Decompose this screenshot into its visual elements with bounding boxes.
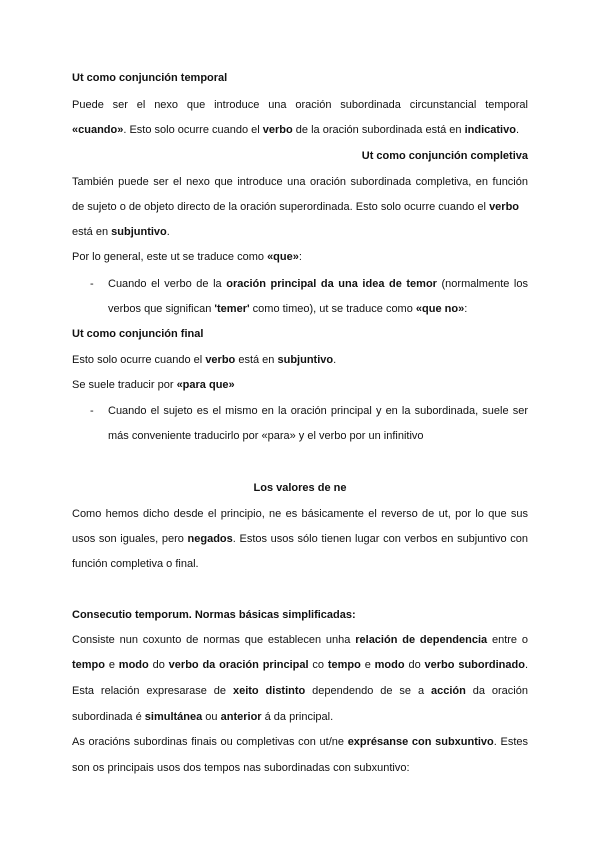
completiva-bullet-line-1: Cuando el verbo de la oración principal da una idea de temor (normalmente los <box>108 278 528 290</box>
final-bullet-line-1: Cuando el sujeto es el mismo en la oración principal y en la subordinada, suele ser <box>108 405 528 417</box>
ne-line-3: función completiva o final. <box>72 558 199 570</box>
consecutio-line-5: As oracións subordinas finais ou completivas con ut/ne exprésanse con subxuntivo. Estes <box>72 736 529 748</box>
temporal-line-2: «cuando». Esto solo ocurre cuando el verbo de la oración subordinada está en indicativo. <box>72 124 519 136</box>
bullet-dash: - <box>90 278 94 290</box>
consecutio-line-2: tempo e modo do verbo da oración principal co tempo e modo do verbo subordinado. <box>72 659 528 671</box>
final-bullet-line-2: más conveniente traducirlo por «para» y el verbo por un infinitivo <box>108 430 424 442</box>
bullet-dash: - <box>90 405 94 417</box>
consecutio-line-3: Esta relación expresarase de xeito distinto dependendo de se a acción da oración <box>72 685 528 697</box>
completiva-line-1: También puede ser el nexo que introduce una oración subordinada completiva, en función <box>72 176 528 188</box>
completiva-line-3: está en subjuntivo. <box>72 226 170 238</box>
completiva-bullet-line-2: verbos que significan 'temer' como timeo), ut se traduce como «que no»: <box>108 303 468 315</box>
ne-line-2: usos son iguales, pero negados. Estos usos sólo tienen lugar con verbos en subjuntivo con <box>72 533 528 545</box>
heading-completiva: Ut como conjunción completiva <box>361 150 528 162</box>
consecutio-line-4: subordinada é simultánea ou anterior á da principal. <box>72 711 334 723</box>
heading-temporal: Ut como conjunción temporal <box>72 72 228 84</box>
completiva-line-4: Por lo general, este ut se traduce como «que»: <box>72 251 302 263</box>
heading-ne: Los valores de ne <box>253 482 347 494</box>
final-line-2: Se suele traducir por «para que» <box>72 379 235 391</box>
ne-line-1: Como hemos dicho desde el principio, ne es básicamente el reverso de ut, por lo que sus <box>72 508 528 520</box>
final-line-1: Esto solo ocurre cuando el verbo está en subjuntivo. <box>72 354 337 366</box>
heading-final: Ut como conjunción final <box>72 328 204 340</box>
consecutio-line-1: Consiste nun coxunto de normas que establecen unha relación de dependencia entre o <box>72 634 528 646</box>
consecutio-line-6: son os principais usos dos tempos nas subordinadas con subxuntivo: <box>72 762 410 774</box>
heading-consecutio: Consecutio temporum. Normas básicas simplificadas: <box>72 609 356 621</box>
temporal-line-1: Puede ser el nexo que introduce una oración subordinada circunstancial temporal <box>72 99 528 111</box>
completiva-line-2: de sujeto o de objeto directo de la oración superordinada. Esto solo ocurre cuando el verbo <box>72 201 520 213</box>
